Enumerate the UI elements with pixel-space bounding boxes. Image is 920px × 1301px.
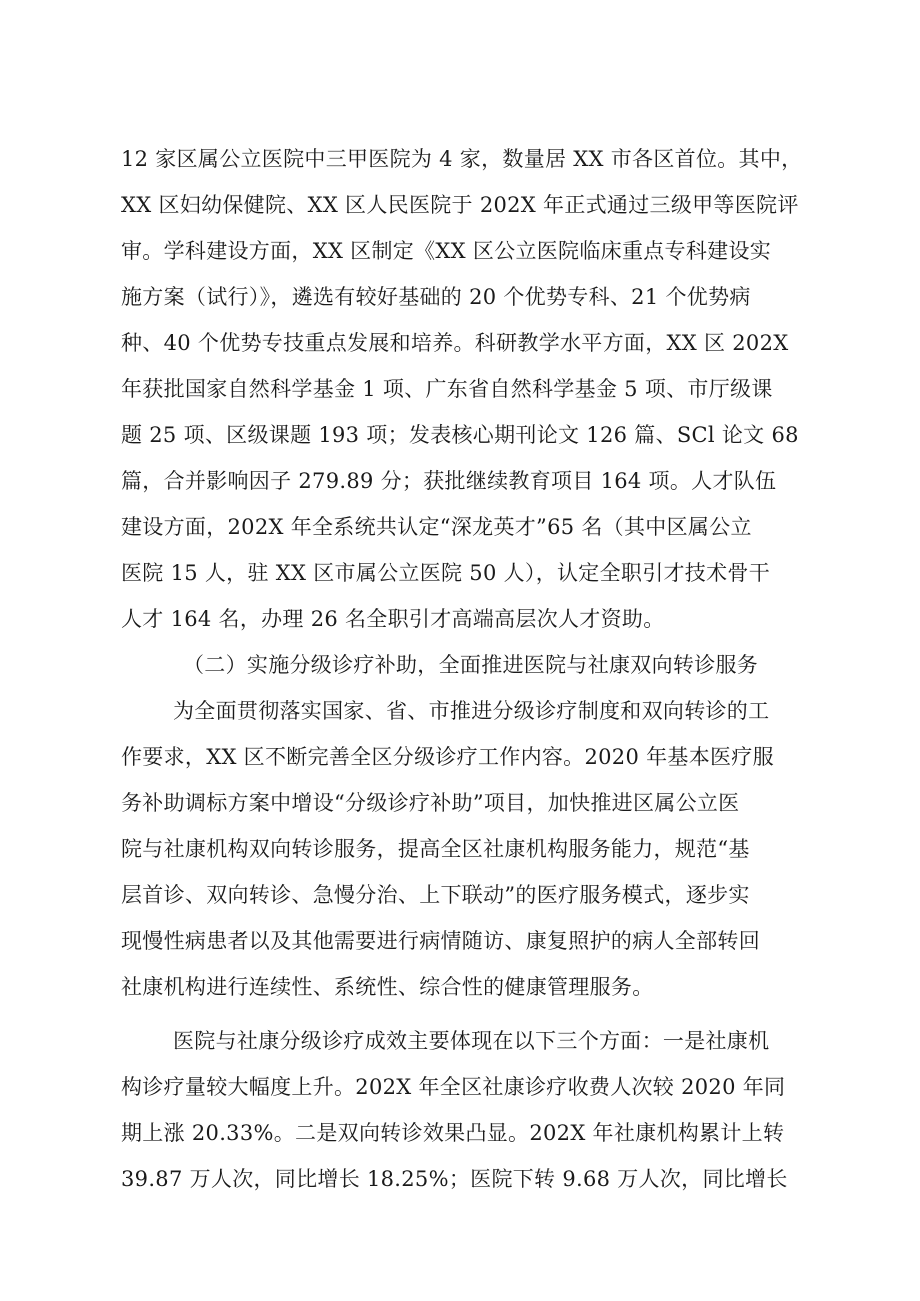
- paragraph-line: 为全面贯彻落实国家、省、市推进分级诊疗制度和双向转诊的工: [173, 699, 770, 723]
- paragraph-line: 审。学科建设方面，XX 区制定《XX 区公立医院临床重点专科建设实: [121, 239, 772, 263]
- paragraph-line: 层首诊、双向转诊、急慢分治、上下联动”的医疗服务模式，逐步实: [121, 883, 750, 907]
- paragraph-line: 院与社康机构双向转诊服务，提高全区社康机构服务能力，规范“基: [121, 837, 750, 861]
- paragraph-line: 构诊疗量较大幅度上升。202X 年全区社康诊疗收费人次较 2020 年同: [121, 1075, 786, 1099]
- paragraph-line: 作要求，XX 区不断完善全区分级诊疗工作内容。2020 年基本医疗服: [121, 745, 774, 769]
- paragraph-line: 医院与社康分级诊疗成效主要体现在以下三个方面：一是社康机: [173, 1029, 770, 1053]
- paragraph-line: 种、40 个优势专技重点发展和培养。科研教学水平方面，XX 区 202X: [121, 331, 789, 355]
- paragraph-line: 社康机构进行连续性、系统性、综合性的健康管理服务。: [121, 975, 654, 999]
- paragraph-line: 题 25 项、区级课题 193 项；发表核心期刊论文 126 篇、SCl 论文 68: [121, 423, 799, 447]
- paragraph-line: 施方案（试行）》，遴选有较好基础的 20 个优势专科、21 个优势病: [121, 285, 751, 309]
- paragraph-line: 年获批国家自然科学基金 1 项、广东省自然科学基金 5 项、市厅级课: [121, 377, 773, 401]
- paragraph-line: 建设方面，202X 年全系统共认定“深龙英才”65 名（其中区属公立: [121, 515, 752, 539]
- paragraph-line: 人才 164 名，办理 26 名全职引才高端高层次人才资助。: [121, 607, 665, 631]
- paragraph-line: 医院 15 人，驻 XX 区市属公立医院 50 人），认定全职引才技术骨干: [121, 561, 770, 585]
- paragraph-line: 务补助调标方案中增设“分级诊疗补助”项目，加快推进区属公立医: [121, 791, 740, 815]
- document-body: [121, 136, 821, 1202]
- paragraph-1: [121, 136, 821, 642]
- paragraph-line: 篇，合并影响因子 279.89 分；获批继续教育项目 164 项。人才队伍: [121, 469, 777, 493]
- paragraph-line: 期上涨 20.33%。二是双向转诊效果凸显。202X 年社康机构累计上转: [121, 1121, 785, 1145]
- paragraph-line: 12 家区属公立医院中三甲医院为 4 家，数量居 XX 市各区首位。其中，: [121, 147, 803, 171]
- paragraph-line: 39.87 万人次，同比增长 18.25%；医院下转 9.68 万人次，同比增长: [121, 1167, 788, 1191]
- paragraph-line: 现慢性病患者以及其他需要进行病情随访、康复照护的病人全部转回: [121, 929, 760, 953]
- paragraph-line: XX 区妇幼保健院、XX 区人民医院于 202X 年正式通过三级甲等医院评: [121, 193, 799, 217]
- section-heading: （二）实施分级诊疗补助，全面推进医院与社康双向转诊服务: [183, 653, 759, 677]
- paragraph-3: [121, 1018, 821, 1202]
- paragraph-2: [121, 688, 821, 1010]
